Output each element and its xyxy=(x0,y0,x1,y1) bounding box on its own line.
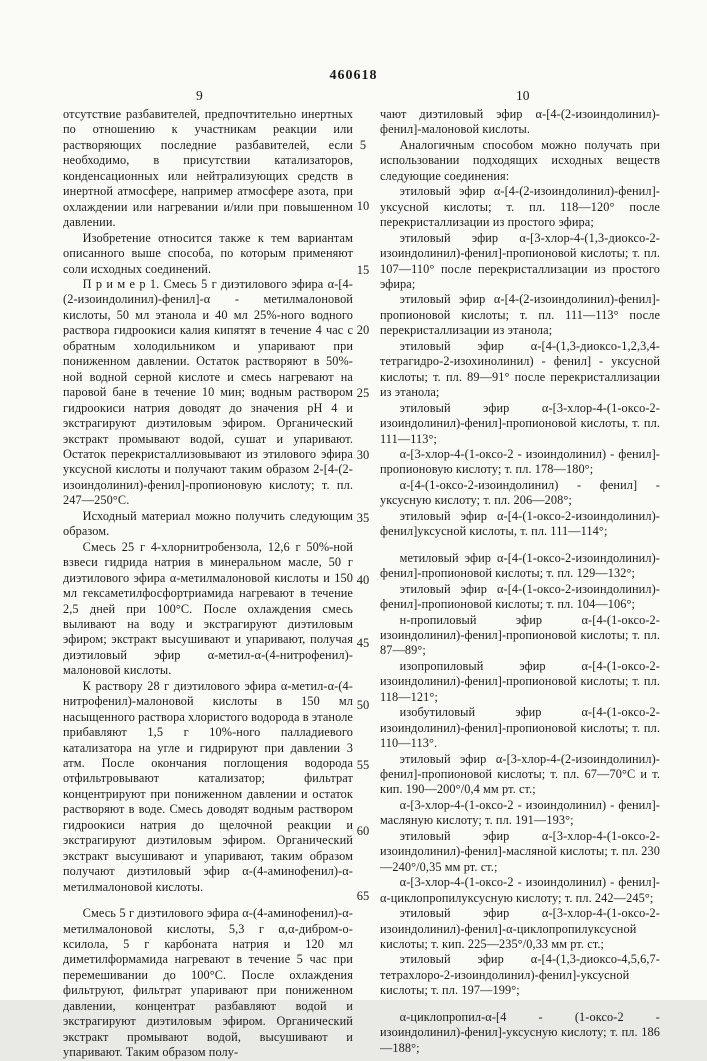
paragraph: α-циклопропил-α-[4 - (1-оксо-2 - изоиндолинил)-фенил]-уксусную кислоту; т. пл. 186—188°; xyxy=(380,1009,660,1055)
paragraph: чают диэтиловый эфир α-[4-(2-изоиндолинил)-фенил]-малоновой кислоты. xyxy=(380,107,660,137)
paragraph: α-[3-хлор-4-(1-оксо-2 - изоиндолинил) - фенил]-пропионовую кислоту; т. пл. 178—180°; xyxy=(380,446,660,477)
paragraph: α-[3-хлор-4-(1-оксо-2 - изоиндолинил) - фенил]-масляную кислоту; т. пл. 191—193°; xyxy=(380,797,660,828)
paragraph: изобутиловый эфир α-[4-(1-оксо-2-изоиндолинил)-фенил]-пропионовой кислоты; т. пл. 110—113°. xyxy=(380,705,660,751)
line-number: 50 xyxy=(356,698,370,712)
line-number: 5 xyxy=(359,138,367,152)
paragraph: этиловый эфир α-[3-хлор-4-(1-оксо-2-изоиндолинил)-фенил]-α-циклопропилуксусной кислоты; т. кип. 225—235°/0,33 мм рт. ст.; xyxy=(380,906,660,952)
paragraph: Аналогичным способом можно получать при использовании подходящих исходных веществ следующие соединения: xyxy=(380,137,660,183)
line-number: 30 xyxy=(356,448,370,462)
column-number-right: 10 xyxy=(516,88,530,103)
line-number: 55 xyxy=(356,758,370,772)
column-number-left: 9 xyxy=(196,88,203,103)
left-column xyxy=(63,107,353,1061)
paragraph: этиловый эфир α-[4-(1,3-диоксо-1,2,3,4-тетрагидро-2-изохинолинил) - фенил] - уксусной кислоты; т. пл. 89—91° после перекристаллизации из этанола; xyxy=(380,338,660,400)
paragraph: α-[4-(1-оксо-2-изоиндолинил) - фенил] - уксусную кислоту; т. пл. 206—208°; xyxy=(380,477,660,508)
paragraph: этиловый эфир α-[3-хлор-4-(1,3-диоксо-2-изоиндолинил)-фенил]-пропионовой кислоты; т. пл. 107—110° после перекристаллизации из простого эфира; xyxy=(380,230,660,291)
paragraph: метиловый эфир α-[4-(1-оксо-2-изоиндолинил)-фенил]-пропионовой кислоты; т. пл. 129—132°; xyxy=(380,550,660,581)
paragraph: Смесь 25 г 4-хлорнитробензола, 12,6 г 50%-ной взвеси гидрида натрия в минеральном масле, 50 г диэтилового эфира α-метилмалоновой кислоты и 150 мл гексаметилфосфортриамида нагревают в течение 2,5 дней при 100°С. После охлаждения смесь выливают на воду и экстрагируют диэтиловым эфиром; экстракт высушивают и упаривают, получая диэтиловый эфир α-метил-α-(4-нитрофенил)-малоновой кислоты. xyxy=(63,539,353,678)
line-number: 35 xyxy=(356,511,370,525)
paragraph: П р и м е р 1. Смесь 5 г диэтилового эфира α-[4-(2-изоиндолинил)-фенил]-α - метилмалоновой кислоты, 50 мл этанола и 40 мл 25%-ного водного раствора гидроокиси калия кипятят в течение 4 час с обратным холодильником и упаривают при пониженном давлении. Остаток растворяют в 50%-ной водной серной кислоте и смесь нагревают на паровой бане в течение 10 мин; водным раствором гидроокиси натрия доводят до значения pH 4 и экстрагируют диэтиловым эфиром. Органический экстракт промывают водой, сушат и упаривают. Остаток перекристаллизовывают из этилового эфира уксусной кислоты и получают таким образом 2-[4-(2-изоиндолинил)-фенил]-пропионовую кислоту; т. пл. 247—250°С. xyxy=(63,276,353,508)
line-number: 15 xyxy=(356,263,370,277)
paragraph: этиловый эфир α-[4-(1,3-диоксо-4,5,6,7-тетрахлоро-2-изоиндолинил)-фенил]-уксусной кислоты; т. пл. 197—199°; xyxy=(380,952,660,998)
line-number: 45 xyxy=(356,636,370,650)
line-number: 10 xyxy=(356,199,370,213)
paragraph: К раствору 28 г диэтилового эфира α-метил-α-(4-нитрофенил)-малоновой кислоты в 150 мл насыщенного раствора хлористого водорода в этаноле прибавляют 1,5 г 10%-ного палладиевого катализатора на угле и гидрируют при давлении 3 атм. После окончания поглощения водорода отфильтровывают катализатор; фильтрат концентрируют при пониженном давлении и остаток растворяют в воде. Смесь доводят водным раствором гидроокиси натрия до щелочной реакции и экстрагируют диэтиловым эфиром. Органический экстракт высушивают и упаривают, таким образом получают диэтиловый эфир α-(4-аминофенил)-α-метилмалоновой кислоты. xyxy=(63,678,353,894)
paragraph: отсутствие разбавителей, предпочтительно инертных по отношению к участникам реакции или растворяющих последние разбавителей, если необходимо, в присутствии катализаторов, конденсационных или нейтрализующих средств в инертной атмосфере, например атмосфере азота, при охлаждении или нагревании и/или при повышенном давлении. xyxy=(63,107,353,230)
paragraph: этиловый эфир α-[4-(2-изоиндолинил)-фенил]-уксусной кислоты; т. пл. 118—120° после перекристаллизации из простого эфира; xyxy=(380,184,660,230)
paragraph: этиловый эфир α-[4-(1-оксо-2-изоиндолинил)-фенил]уксусной кислоты, т. пл. 111—114°; xyxy=(380,508,660,539)
text-columns xyxy=(63,107,660,1061)
patent-number: 460618 xyxy=(329,68,378,83)
paragraph: н-пропиловый эфир α-[4-(1-оксо-2-изоиндолинил)-фенил]-пропионовой кислоты; т. пл. 87—89°; xyxy=(380,612,660,658)
line-number: 25 xyxy=(356,386,370,400)
paragraph: Исходный материал можно получить следующим образом. xyxy=(63,508,353,539)
line-number: 20 xyxy=(356,323,370,337)
line-number: 60 xyxy=(356,824,370,838)
line-number: 40 xyxy=(356,573,370,587)
line-number: 65 xyxy=(356,889,370,903)
paragraph: этиловый эфир α-[4-(1-оксо-2-изоиндолинил)-фенил]-пропионовой кислоты; т. пл. 104—106°; xyxy=(380,581,660,612)
paragraph: этиловый эфир α-[4-(2-изоиндолинил)-фенил]-пропионовой кислоты; т. пл. 111—113° после перекристаллизации из этанола; xyxy=(380,292,660,338)
paragraph: этиловый эфир α-[3-хлор-4-(2-изоиндолинил)-фенил]-пропионовой кислоты; т. пл. 67—70°С и т. кип. 190—200°/0,4 мм рт. ст.; xyxy=(380,751,660,797)
paragraph: Смесь 5 г диэтилового эфира α-(4-аминофенил)-α-метилмалоновой кислоты, 5,3 г α,α-дибром-о-ксилола, 5 г карбоната натрия и 120 мл диметилформамида нагревают в течение 5 час при перемешивании до 100°С. После охлаждения фильтруют, фильтрат упаривают при пониженном давлении, концентрат разбавляют водой и экстрагируют диэтиловым эфиром. Органический экстракт промывают водой, высушивают и упаривают. Таким образом полу- xyxy=(63,906,353,1060)
paragraph: этиловый эфир α-[3-хлор-4-(1-оксо-2-изоиндолинил)-фенил]-масляной кислоты; т. пл. 230—240°/0,35 мм рт. ст.; xyxy=(380,828,660,874)
paragraph: этиловый эфир α-[3-хлор-4-(1-оксо-2-изоиндолинил)-фенил]-пропионовой кислоты, т. пл. 111—113°; xyxy=(380,400,660,446)
paragraph: Изобретение относится также к тем вариантам описанного выше способа, по которым применяют соли исходных соединений. xyxy=(63,230,353,276)
paragraph: α-[3-хлор-4-(1-оксо-2 - изоиндолинил) - фенил]-α-циклопропилуксусную кислоту; т. пл. 242—245°; xyxy=(380,875,660,905)
paragraph: изопропиловый эфир α-[4-(1-оксо-2-изоиндолинил)-фенил]-пропионовой кислоты; т. пл. 118—121°; xyxy=(380,658,660,704)
right-column xyxy=(380,107,660,1061)
